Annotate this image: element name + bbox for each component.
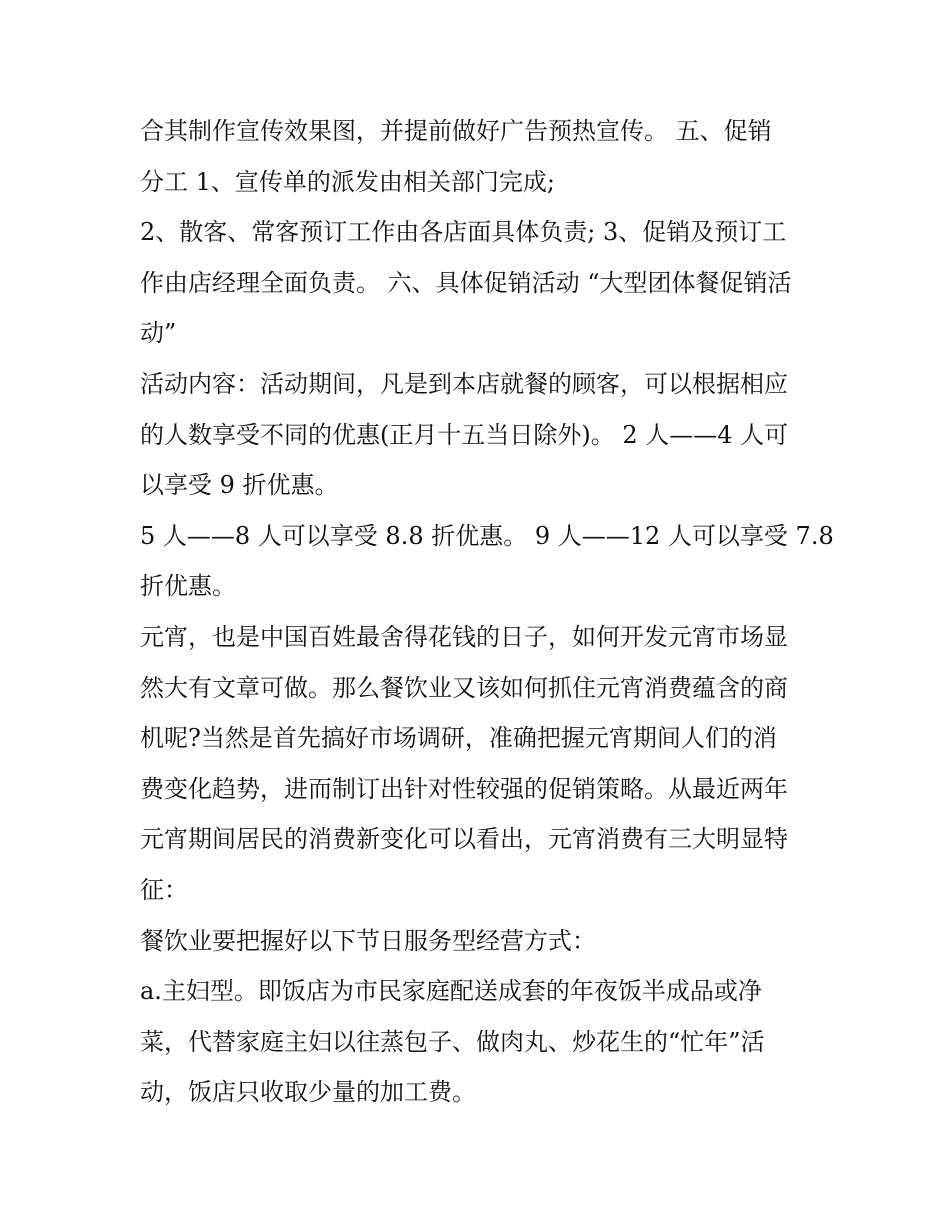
text-line: 元宵，也是中国百姓最舍得花钱的日子，如何开发元宵市场显 <box>140 622 788 651</box>
text-line: 作由店经理全面负责。 六、具体促销活动 “大型团体餐促销活 <box>140 268 792 297</box>
text-line: 征： <box>140 875 188 904</box>
text-line: 2、散客、常客预订工作由各店面具体负责; 3、促销及预订工 <box>140 218 787 247</box>
text-line: 以享受 9 折优惠。 <box>140 471 339 500</box>
text-line: a.主妇型。即饭店为市民家庭配送成套的年夜饭半成品或净 <box>140 977 762 1006</box>
text-line: 机呢?当然是首先搞好市场调研，准确把握元宵期间人们的消 <box>140 724 777 753</box>
text-line: 动，饭店只收取少量的加工费。 <box>140 1078 476 1107</box>
document-body <box>140 106 834 1118</box>
text-line: 动” <box>140 319 177 348</box>
text-line: 合其制作宣传效果图，并提前做好广告预热宣传。 五、促销 <box>140 117 772 145</box>
text-line: 然大有文章可做。那么餐饮业又该如何抓住元宵消费蕴含的商 <box>140 673 788 702</box>
text-line: 餐饮业要把握好以下节日服务型经营方式： <box>140 926 596 955</box>
text-line: 元宵期间居民的消费新变化可以看出，元宵消费有三大明显特 <box>140 825 788 854</box>
text-line: 菜，代替家庭主妇以往蒸包子、做肉丸、炒花生的“忙年”活 <box>140 1027 765 1056</box>
text-line: 费变化趋势，进而制订出针对性较强的促销策略。从最近两年 <box>140 774 788 803</box>
text-line: 5 人——8 人可以享受 8.8 折优惠。 9 人——12 人可以享受 7.8 <box>140 521 834 550</box>
text-line: 活动内容：活动期间，凡是到本店就餐的顾客，可以根据相应 <box>140 369 788 398</box>
text-line: 的人数享受不同的优惠(正月十五当日除外)。 2 人——4 人可 <box>140 420 789 449</box>
text-line: 折优惠。 <box>140 572 236 601</box>
text-line: 分工 1、宣传单的派发由相关部门完成; <box>140 167 555 196</box>
